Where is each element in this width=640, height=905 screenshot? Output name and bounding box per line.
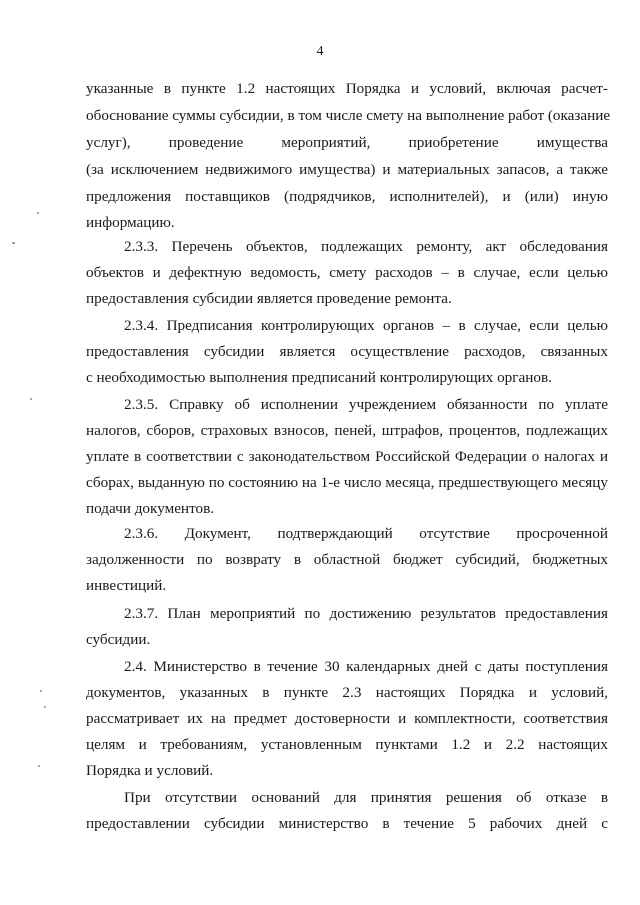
text-line: уплате в соответствии с законодательством Российской Федерации о налогах и (86, 448, 608, 465)
text-line: целям и требованиям, установленным пунктами 1.2 и 2.2 настоящих (86, 736, 608, 753)
scan-speck (12, 242, 15, 244)
scan-speck (37, 212, 39, 214)
scan-speck (38, 765, 40, 767)
text-line: обоснование суммы субсидии, в том числе смету на выполнение работ (оказание (86, 107, 611, 124)
text-line: предложения поставщиков (подрядчиков, исполнителей), и (или) иную (86, 188, 608, 205)
paragraph-first-line: 2.3.6. Документ, подтверждающий отсутствие просроченной (124, 525, 608, 542)
text-line: указанные в пункте 1.2 настоящих Порядка и условий, включая расчет- (86, 80, 608, 97)
text-line: объектов и дефектную ведомость, смету расходов – в случае, если целью (86, 264, 608, 281)
text-line: предоставления субсидии является осуществление расходов, связанных (86, 343, 608, 360)
text-line: услуг), проведение мероприятий, приобретение имущества (86, 134, 608, 151)
paragraph-first-line: 2.3.3. Перечень объектов, подлежащих ремонту, акт обследования (124, 238, 608, 255)
text-line: предоставлении субсидии министерство в течение 5 рабочих дней с (86, 815, 608, 832)
text-line: субсидии. (86, 631, 151, 648)
scan-speck (30, 398, 32, 400)
text-line: документов, указанных в пункте 2.3 настоящих Порядка и условий, (86, 684, 608, 701)
text-line: задолженности по возврату в областной бюджет субсидий, бюджетных (86, 551, 608, 568)
paragraph-first-line: 2.3.5. Справку об исполнении учреждением обязанности по уплате (124, 396, 608, 413)
paragraph-first-line: 2.3.7. План мероприятий по достижению результатов предоставления (124, 605, 608, 622)
text-line: (за исключением недвижимого имущества) и материальных запасов, а также (86, 161, 608, 178)
text-line: подачи документов. (86, 500, 215, 517)
scan-speck (40, 690, 42, 692)
text-line: предоставления субсидии является проведение ремонта. (86, 290, 452, 307)
text-line: информацию. (86, 214, 175, 231)
text-line: Порядка и условий. (86, 762, 214, 779)
scan-speck (44, 706, 46, 708)
paragraph-first-line: При отсутствии оснований для принятия решения об отказе в (124, 789, 608, 806)
text-line: рассматривает их на предмет достоверности и комплектности, соответствия (86, 710, 608, 727)
text-line: инвестиций. (86, 577, 167, 594)
paragraph-first-line: 2.3.4. Предписания контролирующих органов – в случае, если целью (124, 317, 608, 334)
page-number: 4 (316, 44, 324, 59)
text-line: с необходимостью выполнения предписаний контролирующих органов. (86, 369, 552, 386)
paragraph-first-line: 2.4. Министерство в течение 30 календарных дней с даты поступления (124, 658, 608, 675)
text-line: сборах, выданную по состоянию на 1-е число месяца, предшествующего месяцу (86, 474, 608, 491)
text-line: налогов, сборов, страховых взносов, пеней, штрафов, процентов, подлежащих (86, 422, 608, 439)
